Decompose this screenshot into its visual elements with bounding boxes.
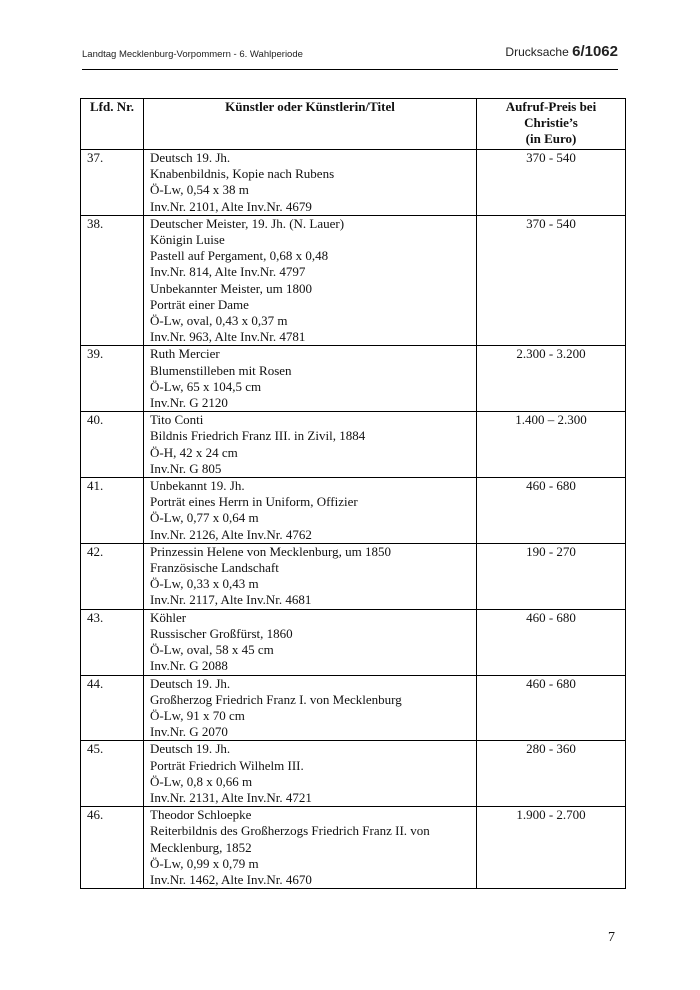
table-header-row	[81, 99, 626, 150]
row-number: 42.	[81, 543, 144, 609]
description-line: Inv.Nr. 963, Alte Inv.Nr. 4781	[150, 329, 306, 345]
description-line: Inv.Nr. G 2070	[150, 724, 228, 740]
price-range: 460 - 680	[477, 609, 626, 675]
price-header-line: (in Euro)	[525, 131, 577, 147]
row-number: 37.	[81, 150, 144, 216]
description-line: Ruth Mercier	[150, 346, 220, 362]
description-line: Mecklenburg, 1852	[150, 839, 252, 855]
artwork-description	[144, 543, 477, 609]
artwork-description	[144, 346, 477, 412]
description-line: Inv.Nr. 2131, Alte Inv.Nr. 4721	[150, 789, 312, 805]
table-row	[81, 741, 626, 807]
description-line: Deutsch 19. Jh.	[150, 675, 231, 691]
description-line: Theodor Schloepke	[150, 807, 252, 823]
table-row	[81, 675, 626, 741]
table-row	[81, 412, 626, 478]
artwork-description	[144, 609, 477, 675]
price-header-line: Aufruf-Preis bei	[505, 99, 597, 114]
price-range: 370 - 540	[477, 150, 626, 216]
row-number: 45.	[81, 741, 144, 807]
description-line: Ö-Lw, oval, 58 x 45 cm	[150, 642, 274, 658]
description-line: Russischer Großfürst, 1860	[150, 625, 293, 641]
description-line: Ö-Lw, 65 x 104,5 cm	[150, 378, 262, 394]
table-row	[81, 609, 626, 675]
row-number: 38.	[81, 215, 144, 346]
table-body	[81, 150, 626, 889]
description-line: Inv.Nr. G 2088	[150, 658, 228, 674]
price-range: 1.900 - 2.700	[477, 807, 626, 889]
description-line: Inv.Nr. G 805	[150, 460, 222, 476]
header-document-label: Drucksache	[505, 45, 569, 59]
artwork-description	[144, 215, 477, 346]
table-row	[81, 215, 626, 346]
description-line: Inv.Nr. 2126, Alte Inv.Nr. 4762	[150, 526, 312, 542]
header-parliament-title: Landtag Mecklenburg-Vorpommern - 6. Wahlperiode	[82, 49, 303, 60]
row-number: 40.	[81, 412, 144, 478]
description-line: Ö-Lw, oval, 0,43 x 0,37 m	[150, 313, 288, 329]
row-number: 44.	[81, 675, 144, 741]
description-line: Deutsch 19. Jh.	[150, 741, 231, 757]
description-line: Porträt Friedrich Wilhelm III.	[150, 757, 304, 773]
description-line: Porträt eines Herrn in Uniform, Offizier	[150, 494, 358, 510]
artwork-description	[144, 807, 477, 889]
description-line: Köhler	[150, 609, 187, 625]
description-line: Ö-Lw, 0,77 x 0,64 m	[150, 510, 259, 526]
inventory-table	[80, 98, 626, 889]
column-header-artist-title: Künstler oder Künstlerin/Titel	[144, 99, 477, 150]
description-line: Französische Landschaft	[150, 560, 279, 576]
description-line: Ö-Lw, 0,99 x 0,79 m	[150, 855, 259, 871]
row-number: 43.	[81, 609, 144, 675]
description-line: Ö-Lw, 0,33 x 0,43 m	[150, 576, 259, 592]
row-number: 41.	[81, 478, 144, 544]
artwork-description	[144, 478, 477, 544]
row-number: 39.	[81, 346, 144, 412]
price-range: 460 - 680	[477, 675, 626, 741]
description-line: Bildnis Friedrich Franz III. in Zivil, 1884	[150, 428, 366, 444]
row-number: 46.	[81, 807, 144, 889]
artwork-description	[144, 675, 477, 741]
page-number: 7	[608, 930, 615, 945]
description-line: Reiterbildnis des Großherzogs Friedrich Franz II. von	[150, 823, 430, 839]
description-line: Ö-Lw, 0,54 x 38 m	[150, 182, 249, 198]
price-range: 1.400 – 2.300	[477, 412, 626, 478]
table-row	[81, 346, 626, 412]
price-range: 2.300 - 3.200	[477, 346, 626, 412]
description-line: Inv.Nr. 2101, Alte Inv.Nr. 4679	[150, 198, 312, 214]
description-line: Inv.Nr. 2117, Alte Inv.Nr. 4681	[150, 592, 312, 608]
header-document-id: 6/1062	[572, 43, 618, 60]
description-line: Ö-Lw, 0,8 x 0,66 m	[150, 773, 253, 789]
description-line: Prinzessin Helene von Mecklenburg, um 1850	[150, 543, 391, 559]
description-line: Königin Luise	[150, 232, 225, 248]
description-line: Knabenbildnis, Kopie nach Rubens	[150, 166, 335, 182]
price-range: 280 - 360	[477, 741, 626, 807]
description-line: Deutsch 19. Jh.	[150, 150, 231, 165]
column-header-number: Lfd. Nr.	[81, 99, 144, 150]
description-line: Porträt einer Dame	[150, 296, 249, 312]
description-line: Pastell auf Pergament, 0,68 x 0,48	[150, 248, 329, 264]
price-range: 460 - 680	[477, 478, 626, 544]
description-line: Unbekannt 19. Jh.	[150, 478, 245, 494]
price-range: 370 - 540	[477, 215, 626, 346]
column-header-price	[477, 99, 626, 150]
artwork-description	[144, 741, 477, 807]
header-document-number	[505, 43, 618, 60]
description-line: Tito Conti	[150, 412, 204, 428]
table-row	[81, 478, 626, 544]
description-line: Großherzog Friedrich Franz I. von Mecklenburg	[150, 691, 402, 707]
price-header-line: Christie’s	[524, 115, 578, 131]
artwork-description	[144, 412, 477, 478]
table-row	[81, 150, 626, 216]
description-line: Inv.Nr. G 2120	[150, 395, 228, 411]
page-header	[82, 43, 618, 70]
price-range: 190 - 270	[477, 543, 626, 609]
description-line: Ö-Lw, 91 x 70 cm	[150, 707, 245, 723]
artwork-description	[144, 150, 477, 216]
description-line: Unbekannter Meister, um 1800	[150, 280, 312, 296]
description-line: Inv.Nr. 1462, Alte Inv.Nr. 4670	[150, 871, 312, 887]
description-line: Blumenstilleben mit Rosen	[150, 362, 292, 378]
table-row	[81, 543, 626, 609]
description-line: Deutscher Meister, 19. Jh. (N. Lauer)	[150, 215, 345, 231]
description-line: Inv.Nr. 814, Alte Inv.Nr. 4797	[150, 264, 306, 280]
description-line: Ö-H, 42 x 24 cm	[150, 444, 238, 460]
table-row	[81, 807, 626, 889]
